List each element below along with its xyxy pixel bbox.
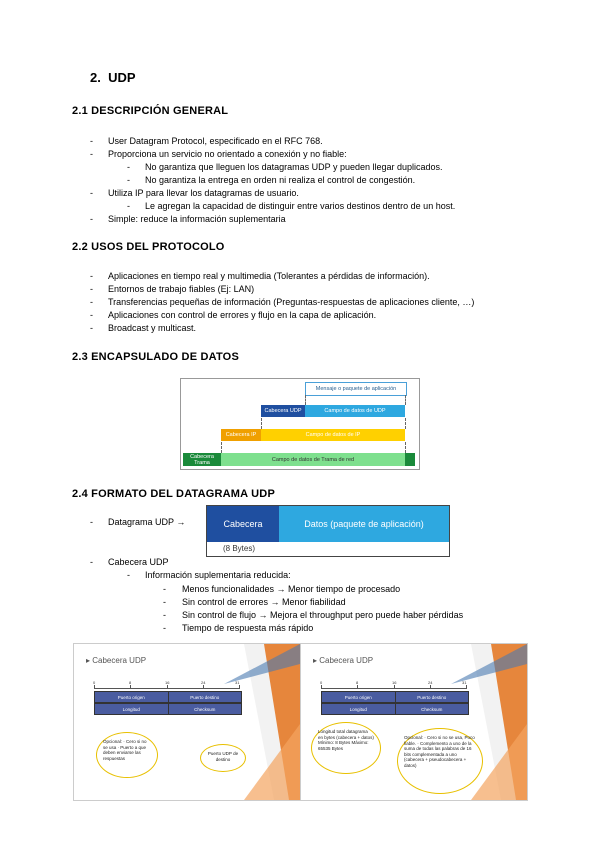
list-item: User Datagram Protocol, especificado en el RFC 768. (108, 136, 323, 146)
list-item: Sin control de errores → Menor fiabilidad (182, 597, 346, 607)
list-item: Cabecera UDP (108, 557, 169, 567)
slide-title: ▸ Cabecera UDP (86, 656, 147, 665)
source-port-cell: Puerto origen (322, 692, 396, 702)
heading-2-4: 2.4 FORMATO DEL DATAGRAMA UDP (72, 488, 275, 500)
heading-2-1: 2.1 DESCRIPCIÓN GENERAL (72, 105, 229, 117)
encapsulation-diagram (180, 378, 420, 470)
heading-2-3: 2.3 ENCAPSULADO DE DATOS (72, 351, 239, 363)
bullet-dash: - (90, 214, 93, 224)
list-item: Entornos de trabajo fiables (Ej: LAN) (108, 284, 255, 294)
datagram-label: Datagrama UDP → (108, 517, 186, 527)
list-item: Información suplementaria reducida: (145, 570, 291, 580)
header-row-length (321, 703, 469, 715)
bullet-dash: - (127, 175, 130, 185)
checksum-cell: Checksum (421, 706, 443, 712)
bullet-dash: - (163, 623, 166, 633)
source-port-cell: Puerto origen (95, 692, 169, 702)
bit-ruler: 0 8 16 24 31 (321, 688, 467, 689)
section-title: 2. UDP (90, 70, 136, 85)
list-item: No garantiza la entrega en orden ni realiza el control de congestión. (145, 175, 416, 185)
udp-data-bar: Campo de datos de UDP (305, 405, 405, 417)
length-cell: Longitud (322, 704, 396, 714)
header-row-ports (94, 691, 242, 703)
bullet-dash: - (90, 284, 93, 294)
bullet-dash: - (90, 310, 93, 320)
checksum-cell: Checksum (194, 706, 216, 712)
ip-header-bar: Cabecera IP (221, 429, 261, 441)
guide-line (405, 442, 406, 453)
guide-line (261, 418, 262, 429)
dest-port-cell: Puerto destino (190, 694, 220, 700)
list-item: Tiempo de respuesta más rápido (182, 623, 314, 633)
list-item: Simple: reduce la información suplementaria (108, 214, 286, 224)
heading-2-2: 2.2 USOS DEL PROTOCOLO (72, 241, 225, 253)
datagram-header-cell: Cabecera (207, 506, 279, 542)
ip-data-bar: Campo de datos de IP (261, 429, 405, 441)
bullet-dash: - (127, 570, 130, 580)
bit-ruler: 0 8 16 24 31 (94, 688, 240, 689)
guide-line (305, 395, 306, 405)
dest-port-cell: Puerto destino (417, 694, 447, 700)
frame-header-bar: Cabecera Trama (183, 453, 221, 466)
callout-dest-port: Puerto UDP de destino (200, 744, 246, 772)
bullet-dash: - (163, 584, 166, 594)
app-message-bar: Mensaje o paquete de aplicación (305, 382, 407, 396)
bullet-dash: - (90, 297, 93, 307)
list-item: Aplicaciones con control de errores y flujo en la capa de aplicación. (108, 310, 377, 320)
slide-decoration (74, 644, 300, 800)
list-item: No garantiza que lleguen los datagramas UDP y pueden llegar duplicados. (145, 162, 443, 172)
list-item: Menos funcionalidades → Menor tiempo de procesado (182, 584, 401, 594)
udp-header-bar: Cabecera UDP (261, 405, 305, 417)
list-item: Broadcast y multicast. (108, 323, 197, 333)
bullet-dash: - (90, 557, 93, 567)
header-row-ports (321, 691, 469, 703)
list-item: Proporciona un servicio no orientado a conexión y no fiable: (108, 149, 347, 159)
bullet-dash: - (90, 323, 93, 333)
bullet-dash: - (127, 201, 130, 211)
bullet-dash: - (90, 271, 93, 281)
guide-line (405, 395, 406, 405)
list-item: Aplicaciones en tiempo real y multimedia (Tolerantes a pérdidas de información). (108, 271, 430, 281)
list-item: Le agregan la capacidad de distinguir entre varios destinos dentro de un host. (145, 201, 456, 211)
bullet-dash: - (90, 136, 93, 146)
guide-line (221, 442, 222, 453)
bullet-dash: - (90, 149, 93, 159)
slide-udp-header-1 (73, 643, 301, 801)
datagram-size-note: (8 Bytes) (223, 544, 256, 553)
list-item: Transferencias pequeñas de información (Preguntas-respuestas de aplicaciones cliente, …) (108, 297, 475, 307)
datagram-data-cell: Datos (paquete de aplicación) (279, 506, 449, 542)
bullet-dash: - (127, 162, 130, 172)
bullet-dash: - (90, 188, 93, 198)
bullet-dash: - (163, 610, 166, 620)
header-row-length (94, 703, 242, 715)
datagram-box (206, 505, 450, 557)
bullet-dash: - (90, 517, 93, 527)
bullet-dash: - (163, 597, 166, 607)
slide-udp-header-2 (300, 643, 528, 801)
guide-line (405, 418, 406, 429)
slide-title: ▸ Cabecera UDP (313, 656, 374, 665)
callout-length: Longitud total datagrama en bytes (cabecera + datos) Mínimo: 8 Bytes Máximo: 65535 Bytes (311, 722, 381, 774)
frame-data-bar: Campo de datos de Trama de red (221, 453, 405, 466)
list-item: Sin control de flujo → Mejora el throughput pero puede haber pérdidas (182, 610, 464, 620)
callout-source-port: Opcional: · Cero si no se usa · Puerto a que deben enviarse las respuestas (96, 732, 158, 778)
length-cell: Longitud (95, 704, 169, 714)
list-item: Utiliza IP para llevar los datagramas de usuario. (108, 188, 299, 198)
callout-checksum: Opcional: · Cero si no se usa, Poco fiable. · Complemento a uno de la suma de todas las palabras de 16 bits complementada a uno (cabecera + pseudocabecera + datos) (397, 728, 483, 794)
frame-trailer-bar (405, 453, 415, 466)
